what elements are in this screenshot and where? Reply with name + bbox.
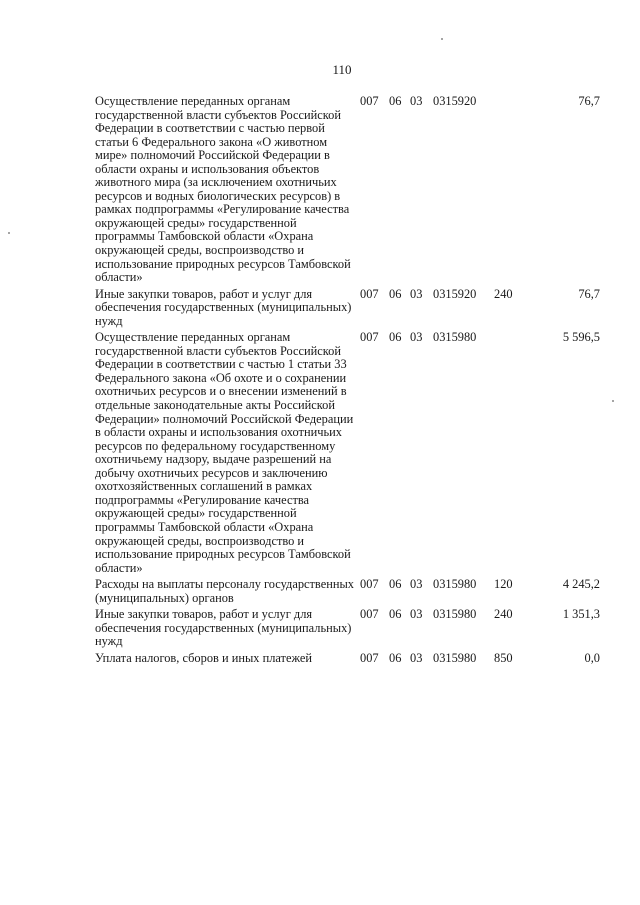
target-article-code: 0315920 bbox=[433, 286, 477, 301]
subsection-code: 03 bbox=[410, 577, 423, 592]
target-article-code: 0315980 bbox=[433, 650, 477, 665]
table-row bbox=[95, 331, 607, 575]
scan-speck bbox=[441, 38, 443, 40]
ministry-code: 007 bbox=[360, 330, 379, 345]
table-row bbox=[95, 95, 607, 285]
table-row bbox=[95, 608, 607, 649]
ministry-code: 007 bbox=[360, 650, 379, 665]
budget-table bbox=[95, 95, 607, 668]
subsection-code: 03 bbox=[410, 650, 423, 665]
expense-kind-code: 850 bbox=[494, 650, 513, 665]
subsection-code: 03 bbox=[410, 286, 423, 301]
scan-speck bbox=[8, 232, 10, 234]
row-description: Иные закупки товаров, работ и услуг для обеспечения государственных (муниципальных) нужд bbox=[95, 286, 352, 328]
table-row bbox=[95, 652, 607, 666]
section-code: 06 bbox=[389, 577, 402, 592]
sum-value: 1 351,3 bbox=[562, 607, 600, 622]
section-code: 06 bbox=[389, 607, 402, 622]
target-article-code: 0315980 bbox=[433, 577, 477, 592]
ministry-code: 007 bbox=[360, 607, 379, 622]
sum-value: 0,0 bbox=[584, 650, 600, 665]
table-row bbox=[95, 578, 607, 605]
row-description: Осуществление переданных органам государственной власти субъектов Российской Федерации в соответствии с частью первой статьи 6 Федерального закона «О животном мире» полномочий Российской Федерации в области охраны и использования объектов животного мира (за исключением охотничьих ресурсов и водных биологических ресурсов) в рамках подпрограммы «Регулирование качества окружающей среды» государственной программы Тамбовской области «Охрана окружающей среды, воспроизводство и использование природных ресурсов Тамбовской области» bbox=[95, 94, 351, 285]
ministry-code: 007 bbox=[360, 577, 379, 592]
table-row bbox=[95, 288, 607, 329]
row-description: Иные закупки товаров, работ и услуг для обеспечения государственных (муниципальных) нужд bbox=[95, 607, 352, 649]
subsection-code: 03 bbox=[410, 607, 423, 622]
sum-value: 5 596,5 bbox=[562, 330, 600, 345]
page-number: 110 bbox=[332, 62, 352, 77]
section-code: 06 bbox=[389, 286, 402, 301]
section-code: 06 bbox=[389, 650, 402, 665]
section-code: 06 bbox=[389, 330, 402, 345]
row-description: Уплата налогов, сборов и иных платежей bbox=[95, 650, 313, 665]
section-code: 06 bbox=[389, 94, 402, 108]
expense-kind-code: 240 bbox=[494, 607, 513, 622]
target-article-code: 0315920 bbox=[433, 94, 477, 108]
expense-kind-code: 240 bbox=[494, 286, 513, 301]
sum-value: 4 245,2 bbox=[562, 577, 600, 592]
subsection-code: 03 bbox=[410, 330, 423, 345]
target-article-code: 0315980 bbox=[433, 330, 477, 345]
row-description: Осуществление переданных органам государственной власти субъектов Российской Федерации в соответствии с частью 1 статьи 33 Федерального закона «Об охоте и о сохранении охотничьих ресурсов и о внесении изменений в отдельные законодательные акты Российской Федерации» полномочий Российской Федерации в области охраны и использования охотничьих ресурсов по федеральному государственному охотничьему надзору, выдаче разрешений на добычу охотничьих ресурсов и заключению охотхозяйственных соглашений в рамках подпрограммы «Регулирование качества окружающей среды» государственной программы Тамбовской области «Охрана окружающей среды, воспроизводство и использование природных ресурсов Тамбовской области» bbox=[95, 330, 354, 575]
row-description: Расходы на выплаты персоналу государственных (муниципальных) органов bbox=[95, 577, 354, 605]
sum-value: 76,7 bbox=[578, 94, 600, 108]
target-article-code: 0315980 bbox=[433, 607, 477, 622]
ministry-code: 007 bbox=[360, 94, 379, 108]
ministry-code: 007 bbox=[360, 286, 379, 301]
expense-kind-code: 120 bbox=[494, 577, 513, 592]
scan-speck bbox=[612, 400, 614, 402]
subsection-code: 03 bbox=[410, 94, 423, 108]
sum-value: 76,7 bbox=[578, 286, 600, 301]
